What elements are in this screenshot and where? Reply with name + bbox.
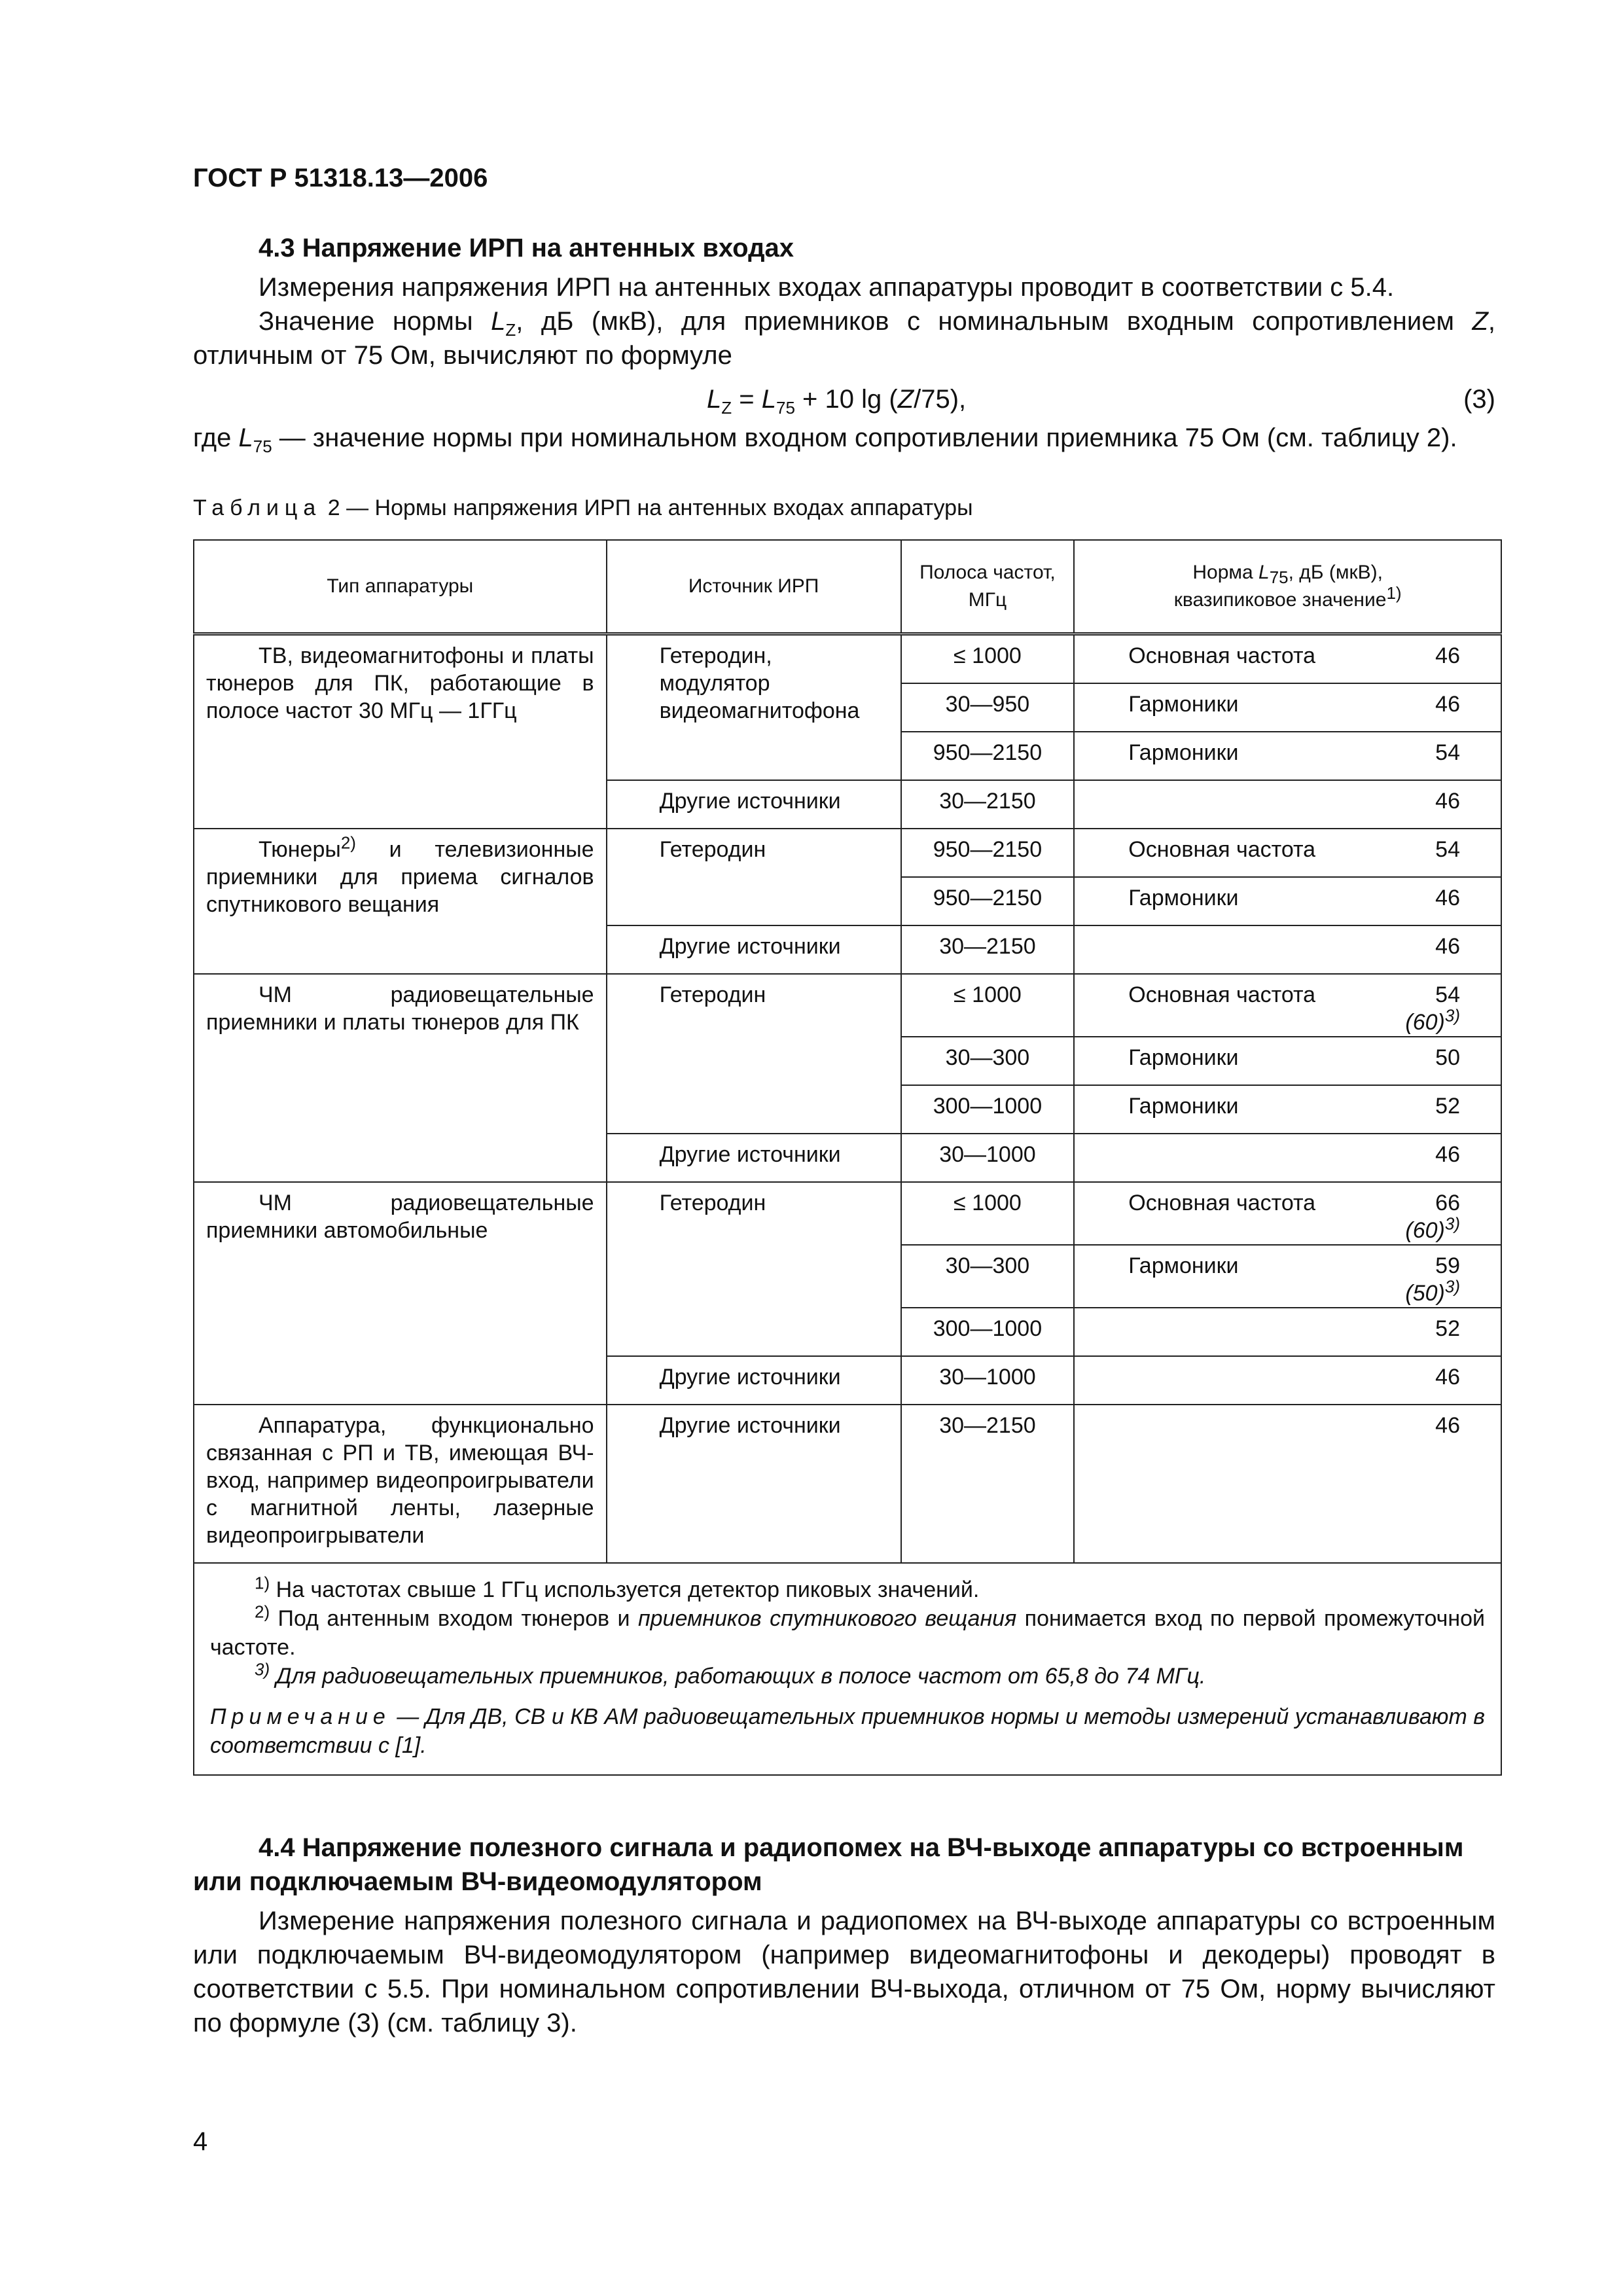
- cell-source: Другие источники: [607, 780, 901, 829]
- table-row: [194, 829, 1501, 877]
- paragraph-where: где $L_{75}$ — значение нормы при номинальном входном сопротивлении приемника 75 Ом (см. таблицу 2).: [193, 423, 1457, 456]
- cell-band: 950—2150: [901, 732, 1075, 780]
- cell-kind: Гармоники: [1074, 877, 1405, 925]
- cell-band: 30—1000: [901, 1356, 1075, 1405]
- cell-kind: [1074, 780, 1405, 829]
- cell-band: 950—2150: [901, 877, 1075, 925]
- norms-table: [193, 539, 1502, 1776]
- table-row: [194, 1405, 1501, 1563]
- cell-value: 54: [1405, 829, 1501, 877]
- table-footnotes-row: [194, 1563, 1501, 1775]
- cell-kind: Гармоники: [1074, 1085, 1405, 1134]
- cell-kind: Основная частота: [1074, 829, 1405, 877]
- cell-value: 50: [1405, 1037, 1501, 1085]
- cell-band: ≤ 1000: [901, 1182, 1075, 1245]
- cell-value: 66 $(60)^{3)}$: [1405, 1182, 1501, 1245]
- cell-value: 54: [1405, 732, 1501, 780]
- cell-type: ЧМ радиовещательные приемники и платы тюнеров для ПК: [194, 974, 607, 1182]
- section-heading-4-4: 4.4 Напряжение полезного сигнала и радиопомех на ВЧ-выходе аппаратуры со встроенным или подключаемым ВЧ-видеомодулятором: [193, 1833, 1464, 1896]
- cell-source: Другие источники: [607, 1356, 901, 1405]
- cell-source: Гетеродин: [607, 829, 901, 925]
- table-row: [194, 1182, 1501, 1245]
- cell-type: ЧМ радиовещательные приемники автомобильные: [194, 1182, 607, 1405]
- table-footnotes: [194, 1563, 1501, 1775]
- cell-kind: Основная частота: [1074, 1182, 1405, 1245]
- paragraph-measurements: Измерения напряжения ИРП на антенных входах аппаратуры проводит в соответствии с 5.4.: [259, 273, 1395, 302]
- cell-source: Гетеродин: [607, 1182, 901, 1356]
- cell-band: 300—1000: [901, 1308, 1075, 1356]
- cell-kind: [1074, 1405, 1405, 1563]
- cell-kind: [1074, 1134, 1405, 1182]
- cell-type: Аппаратура, функционально связанная с РП и ТВ, имеющая ВЧ-вход, например видеопроигрыватели с магнитной ленты, лазерные видеопроигрыватели: [194, 1405, 607, 1563]
- formula-expression: $L_Z = L_{75} + 10$ lg (Z/75),: [707, 385, 967, 418]
- cell-value: 46: [1405, 925, 1501, 974]
- document-code: ГОСТ Р 51318.13—2006: [193, 164, 488, 192]
- cell-value: 46: [1405, 877, 1501, 925]
- cell-band: 30—2150: [901, 1405, 1075, 1563]
- cell-type: Тюнеры$^{2)}$ и телевизионные приемники для приема сигналов спутникового вещания: [194, 829, 607, 974]
- cell-band: ≤ 1000: [901, 974, 1075, 1037]
- page-number: 4: [193, 2127, 208, 2156]
- cell-band: 30—2150: [901, 925, 1075, 974]
- paragraph-norm-value: Значение нормы $L_Z$, дБ (мкВ), для приемников с номинальным входным сопротивлением Z, отличным от 75 Ом, вычисляют по формуле: [193, 307, 1496, 370]
- cell-kind: [1074, 925, 1405, 974]
- document-page: [193, 164, 1495, 2040]
- cell-kind: [1074, 1356, 1405, 1405]
- cell-band: 30—2150: [901, 780, 1075, 829]
- cell-value: 46: [1405, 780, 1501, 829]
- cell-value: 46: [1405, 1134, 1501, 1182]
- symbol-l: L: [491, 307, 506, 336]
- header-source: Источник ИРП: [607, 540, 901, 634]
- table-header-row: [194, 540, 1501, 634]
- cell-band: 30—1000: [901, 1134, 1075, 1182]
- cell-source: Другие источники: [607, 925, 901, 974]
- header-band: Полоса частот, МГц: [901, 540, 1075, 634]
- cell-kind: Гармоники: [1074, 1245, 1405, 1308]
- cell-band: 30—300: [901, 1037, 1075, 1085]
- cell-source: Другие источники: [607, 1134, 901, 1182]
- header-type: Тип аппаратуры: [194, 540, 607, 634]
- table-row: [194, 634, 1501, 684]
- cell-value: 46: [1405, 1356, 1501, 1405]
- cell-type: ТВ, видеомагнитофоны и платы тюнеров для ПК, работающие в полосе частот 30 МГц — 1ГГц: [194, 634, 607, 829]
- cell-value: 46: [1405, 1405, 1501, 1563]
- cell-kind: [1074, 1308, 1405, 1356]
- footnote-3: $^{3)}$ Для радиовещательных приемников, работающих в полосе частот от 65,8 до 74 МГц.: [255, 1659, 1206, 1689]
- cell-source: Другие источники: [607, 1405, 901, 1563]
- cell-band: 300—1000: [901, 1085, 1075, 1134]
- formula-number: (3): [1463, 385, 1495, 414]
- cell-kind: Основная частота: [1074, 974, 1405, 1037]
- cell-value: 54 $(60)^{3)}$: [1405, 974, 1501, 1037]
- formula-3: [193, 378, 1495, 421]
- cell-band: 30—300: [901, 1245, 1075, 1308]
- cell-value: 46: [1405, 634, 1501, 684]
- cell-kind: Основная частота: [1074, 634, 1405, 684]
- cell-value: 52: [1405, 1308, 1501, 1356]
- cell-source: Гетеродин: [607, 974, 901, 1134]
- cell-band: 950—2150: [901, 829, 1075, 877]
- cell-source: Гетеродин, модулятор видеомагнитофона: [607, 634, 901, 781]
- table-caption: Таблица 2 — Нормы напряжения ИРП на антенных входах аппаратуры: [193, 495, 973, 520]
- section-4-4: [193, 1831, 1495, 2040]
- section-heading-4-3: 4.3 Напряжение ИРП на антенных входах: [259, 234, 794, 262]
- cell-value: 52: [1405, 1085, 1501, 1134]
- footnote-1: $^{1)}$ На частотах свыше 1 ГГц используется детектор пиковых значений.: [255, 1573, 980, 1602]
- table-row: [194, 974, 1501, 1037]
- table-note: Примечание — Для ДВ, СВ и КВ АМ радиовещательных приемников нормы и методы измерений устанавливают в соответствии с [1].: [210, 1704, 1485, 1758]
- paragraph-rf-output: Измерение напряжения полезного сигнала и радиопомех на ВЧ-выходе аппаратуры со встроенным или подключаемым ВЧ-видеомодулятором (например видеомагнитофоны и декодеры) проводят в соответствии с 5.5. При номинальном сопротивлении ВЧ-выхода, отличном от 75 Ом, норму вычисляют по формуле (3) (см. таблицу 3).: [193, 1907, 1495, 2037]
- cell-value: 59 $(50)^{3)}$: [1405, 1245, 1501, 1308]
- cell-band: ≤ 1000: [901, 634, 1075, 684]
- cell-kind: Гармоники: [1074, 1037, 1405, 1085]
- cell-value: 46: [1405, 683, 1501, 732]
- cell-kind: Гармоники: [1074, 683, 1405, 732]
- header-norm: Норма $L_{75}$, дБ (мкВ), квазипиковое значение$^{1)}$: [1074, 540, 1501, 634]
- cell-kind: Гармоники: [1074, 732, 1405, 780]
- footnote-2: $^{2)}$ Под антенным входом тюнеров и приемников спутникового вещания понимается вход по первой промежуточной частоте.: [210, 1602, 1485, 1660]
- cell-band: 30—950: [901, 683, 1075, 732]
